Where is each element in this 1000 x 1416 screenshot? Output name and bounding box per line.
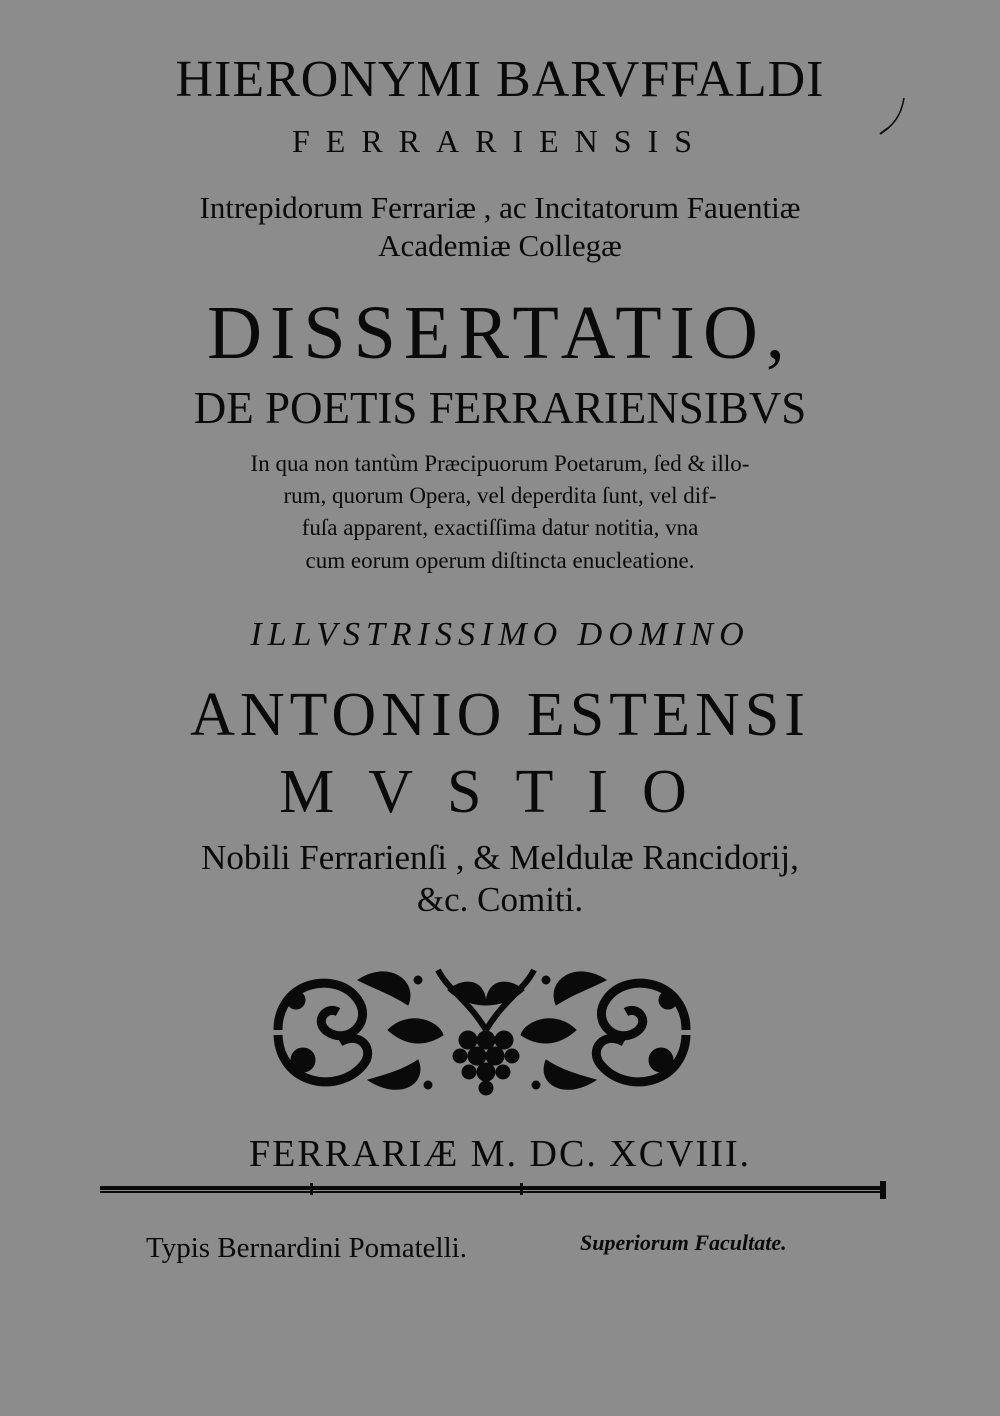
author-name: HIERONYMI BARVFFALDI [175,51,825,108]
dedicatee-titles-line-1: Nobili Ferrarienſi , & Meldulæ Rancidorij, [201,838,799,877]
dedicatee-name-line-2: MVSTIO [279,758,721,826]
imprint-divider-rule [100,1180,890,1200]
margin-mark-icon [878,96,908,140]
work-subtitle: DE POETIS FERRARIENSIBVS [193,383,807,433]
permission-note: Superiorum Facultate. [580,1230,787,1255]
work-title: DISSERTATIO, [207,291,793,375]
academies-line-1: Intrepidorum Ferrariæ , ac Incitatorum Fauentiæ [199,190,801,225]
description-line-1: In qua non tantùm Præcipuorum Poetarum, ſed & illo- [250,451,750,476]
author-origin: FERRARIENSIS [291,123,709,159]
floral-vignette-icon [268,960,696,1102]
description-line-3: fuſa apparent, exactiſſima datur notitia, vna [301,515,699,540]
imprint-place-date: FERRARIÆ M. DC. XCVIII. [248,1133,752,1175]
description-line-4: cum eorum operum diſtincta enucleatione. [305,548,695,573]
printer-name: Typis Bernardini Pomatelli. [146,1232,467,1264]
academies-line-2: Academiæ Collegæ [378,228,622,263]
dedicatee-name-line-1: ANTONIO ESTENSI [190,681,810,749]
description-line-2: rum, quorum Opera, vel deperdita ſunt, vel dif- [283,483,717,508]
dedication-lead: ILLVSTRISSIMO DOMINO [250,616,750,653]
dedicatee-titles-line-2: &c. Comiti. [416,880,584,919]
